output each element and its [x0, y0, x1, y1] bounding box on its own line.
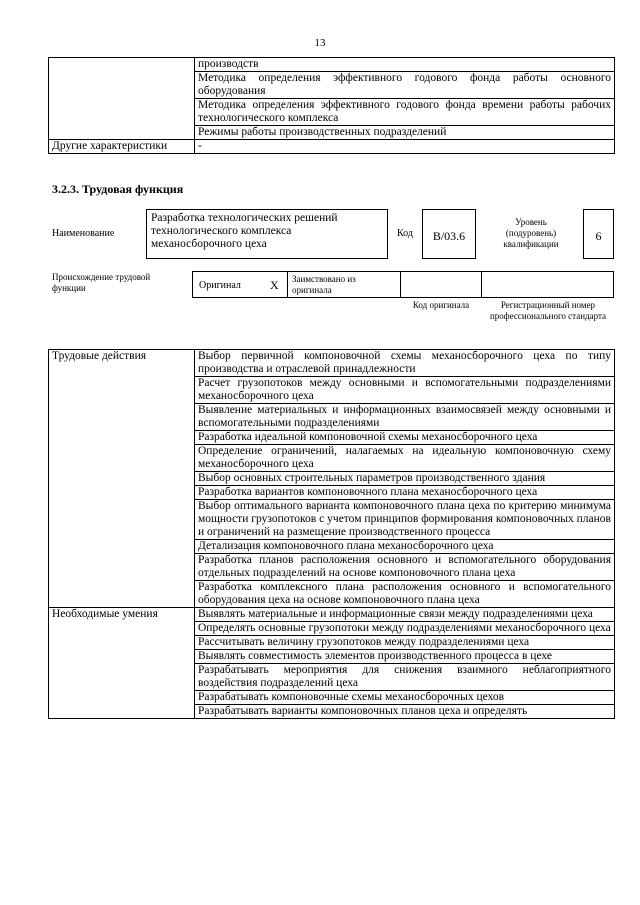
- skills-item: Выявлять совместимость элементов производственного процесса в цехе: [195, 650, 615, 664]
- page-number: 13: [314, 37, 326, 49]
- original-label: Оригинал: [199, 280, 241, 291]
- skills-item: Выявлять материальные и информационные связи между подразделениями цеха: [195, 608, 615, 622]
- main-table: [48, 349, 615, 719]
- skills-item: Разрабатывать компоновочные схемы механосборочных цехов: [195, 691, 615, 705]
- labor-actions-item: Разработка планов расположения основного и вспомогательного оборудования отдельных подразделений на основе компоновочного плана цеха: [195, 554, 615, 581]
- name-value-box: [146, 209, 388, 259]
- name-label: Наименование: [52, 228, 115, 239]
- table-cell: -: [195, 140, 615, 154]
- skills-item: Определять основные грузопотоки между подразделениями механосборочного цеха: [195, 622, 615, 636]
- code-original-box: [400, 271, 482, 298]
- reg-number-box: [481, 271, 614, 298]
- labor-actions-item: Расчет грузопотоков между основными и вспомогательными подразделениями механосборочного цеха: [195, 377, 615, 404]
- origin-borrowed-box: [287, 271, 401, 298]
- section-title: 3.2.3. Трудовая функция: [52, 182, 184, 196]
- labor-actions-label: Трудовые действия: [49, 350, 195, 608]
- top-table: [48, 57, 615, 154]
- skills-label: Необходимые умения: [49, 608, 195, 719]
- code-value: В/03.6: [432, 229, 466, 243]
- labor-actions-item: Выявление материальных и информационных взаимосвязей между основными и вспомогательными подразделениями: [195, 404, 615, 431]
- skills-item: Рассчитывать величину грузопотоков между подразделениями цеха: [195, 636, 615, 650]
- table-row: [49, 608, 615, 622]
- skills-item: Разрабатывать варианты компоновочных планов цеха и определять: [195, 705, 615, 719]
- labor-actions-item: Разработка комплексного плана расположения основного и вспомогательного оборудования цеха на основе компоновочного плана цеха: [195, 581, 615, 608]
- labor-actions-item: Разработка вариантов компоновочного плана механосборочного цеха: [195, 486, 615, 500]
- labor-actions-item: Детализация компоновочного плана механосборочного цеха: [195, 540, 615, 554]
- table-cell: Методика определения эффективного годового фонда работы основного оборудования: [195, 72, 615, 99]
- skills-item: Разрабатывать мероприятия для снижения взаимного неблагоприятного воздействия подразделений цеха: [195, 664, 615, 691]
- labor-actions-item: Выбор первичной компоновочной схемы механосборочного цеха по типу производства и отраслевой принадлежности: [195, 350, 615, 377]
- table-cell: производств: [195, 58, 615, 72]
- reg-number-caption: Регистрационный номер профессионального стандарта: [489, 300, 607, 321]
- original-mark: X: [270, 278, 279, 292]
- labor-actions-item: Разработка идеальной компоновочной схемы механосборочного цеха: [195, 431, 615, 445]
- borrowed-label: Заимствовано из оригинала: [292, 274, 356, 295]
- labor-actions-item: Выбор основных строительных параметров производственного здания: [195, 472, 615, 486]
- table-row: [49, 58, 615, 72]
- level-label: Уровень (подуровень) квалификации: [503, 217, 559, 249]
- table-cell: Методика определения эффективного годового фонда времени работы рабочих технологического комплекса: [195, 99, 615, 126]
- table-cell: Режимы работы производственных подразделений: [195, 126, 615, 140]
- code-value-box: [422, 209, 476, 259]
- level-value: 6: [595, 229, 602, 243]
- level-value-box: [583, 209, 614, 259]
- table-cell-label: Другие характеристики: [49, 140, 195, 154]
- origin-label: Происхождение трудовой функции: [52, 272, 151, 293]
- code-label: Код: [397, 228, 413, 239]
- labor-actions-item: Выбор оптимального варианта компоновочного плана цеха по критерию минимума мощности грузопотоков с учетом принципов формирования компоновочных планов и ограничений на размещение производственного процесса: [195, 500, 615, 540]
- origin-original-box: [192, 271, 288, 298]
- code-original-caption: Код оригинала: [412, 300, 470, 310]
- table-cell-label: [49, 58, 195, 140]
- name-value: Разработка технологических решений технологического комплекса механосборочного цеха: [151, 212, 338, 250]
- table-row: [49, 350, 615, 377]
- table-row: [49, 140, 615, 154]
- labor-actions-item: Определение ограничений, налагаемых на идеальную компоновочную схему механосборочного цеха: [195, 445, 615, 472]
